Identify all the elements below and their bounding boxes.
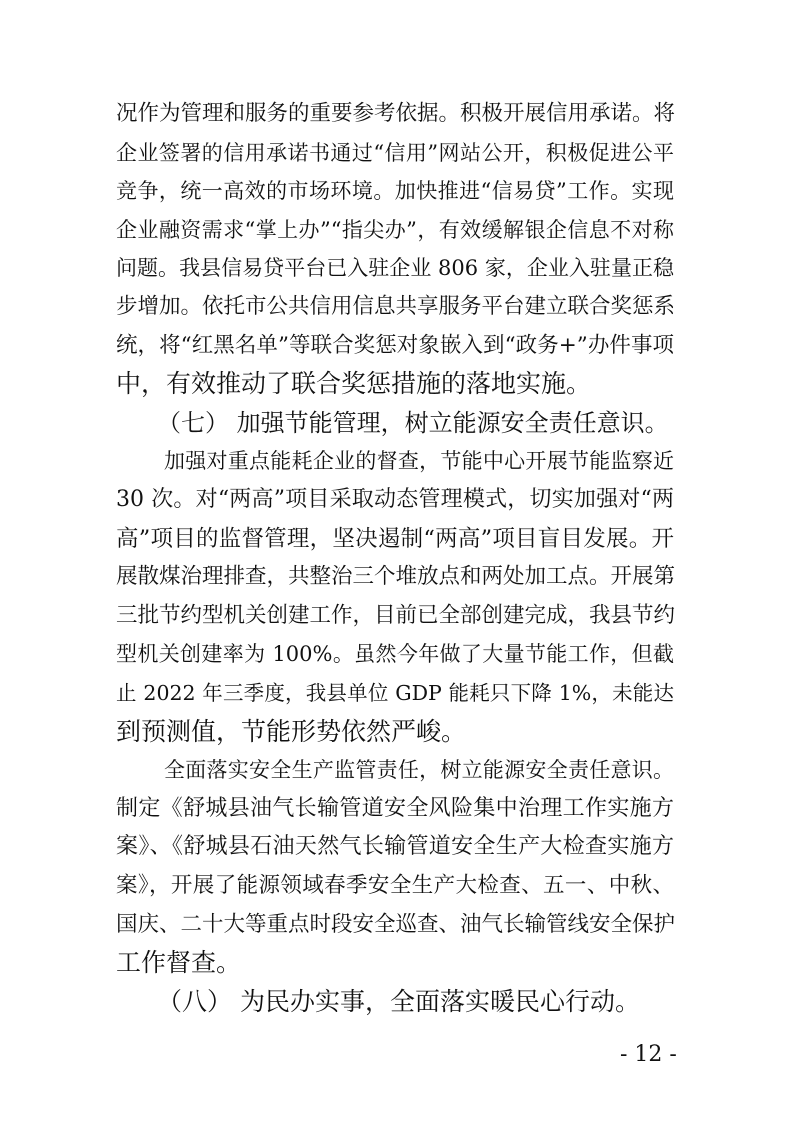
line-text: 统，将“红黑名单”等联合奖惩对象嵌入到“政务+”办件事项 bbox=[116, 332, 674, 358]
line-text: 案》、《舒城县石油天然气长输管道安全生产大检查实施方 bbox=[116, 834, 674, 860]
line-text: （八） 为民办实事，全面落实暖民心行动。 bbox=[157, 986, 640, 1016]
para-1-line bbox=[0, 365, 793, 403]
para-1-line bbox=[0, 172, 793, 210]
line-text: 企业融资需求“掌上办”“指尖办”，有效缓解银企信息不对称 bbox=[116, 217, 674, 242]
line-text: 问题。我县信易贷平台已入驻企业 806 家，企业入驻量正稳 bbox=[116, 256, 674, 281]
para-2-line bbox=[0, 520, 793, 558]
line-text: 中，有效推动了联合奖惩措施的落地实施。 bbox=[116, 369, 592, 399]
line-text: 止 2022 年三季度，我县单位 GDP 能耗只下降 1%，未能达 bbox=[116, 681, 674, 705]
line-text: 企业签署的信用承诺书通过“信用”网站公开，积极促进公平 bbox=[116, 140, 674, 165]
line-text: 案》，开展了能源领域春季安全生产大检查、五一、中秋、 bbox=[116, 873, 674, 898]
para-1-line bbox=[0, 288, 793, 326]
line-text: 制定《舒城县油气长输管道安全风险集中治理工作实施方 bbox=[116, 795, 674, 821]
line-text: 展散煤治理排查，共整治三个堆放点和两处加工点。开展第 bbox=[116, 564, 676, 590]
line-text: 30 次。对“两高”项目采取动态管理模式，切实加强对“两 bbox=[116, 487, 674, 512]
para-1-line bbox=[0, 249, 793, 287]
line-text: 国庆、二十大等重点时段安全巡查、油气长输管线安全保护 bbox=[116, 911, 676, 937]
para-3-line bbox=[0, 867, 793, 905]
para-2-line bbox=[0, 442, 793, 480]
para-1-line bbox=[0, 211, 793, 249]
para-1-line bbox=[0, 134, 793, 172]
line-text: 工作督查。 bbox=[116, 948, 242, 978]
line-text: 型机关创建率为 100%。虽然今年做了大量节能工作，但截 bbox=[116, 642, 674, 667]
line-text: 加强对重点能耗企业的督查，节能中心开展节能监察近 bbox=[164, 449, 674, 474]
para-3-line bbox=[0, 790, 793, 828]
line-text: 况作为管理和服务的重要参考依据。积极开展信用承诺。将 bbox=[116, 101, 676, 126]
para-1-line bbox=[0, 95, 793, 133]
line-text: 三批节约型机关创建工作，目前已全部创建完成，我县节约 bbox=[116, 602, 676, 628]
section-heading-8 bbox=[0, 983, 793, 1021]
line-text: 高”项目的监督管理，坚决遏制“两高”项目盲目发展。开 bbox=[116, 525, 674, 552]
para-2-line bbox=[0, 713, 793, 751]
para-3-line bbox=[0, 751, 793, 789]
para-1-line bbox=[0, 327, 793, 365]
para-3-line bbox=[0, 944, 793, 982]
para-2-line bbox=[0, 597, 793, 635]
line-text: 全面落实安全生产监管责任，树立能源安全责任意识。 bbox=[164, 758, 674, 783]
para-2-line bbox=[0, 674, 793, 712]
para-2-line bbox=[0, 481, 793, 519]
line-text: 到预测值，节能形势依然严峻。 bbox=[116, 716, 467, 746]
para-2-line bbox=[0, 558, 793, 596]
para-3-line bbox=[0, 906, 793, 944]
page-number: - 12 - bbox=[620, 1042, 677, 1067]
line-text: 步增加。依托市公共信用信息共享服务平台建立联合奖惩系 bbox=[116, 294, 676, 319]
line-text: （七） 加强节能管理，树立能源安全责任意识。 bbox=[157, 408, 669, 437]
line-text: 竞争，统一高效的市场环境。加快推进“信易贷”工作。实现 bbox=[116, 179, 674, 204]
para-3-line bbox=[0, 828, 793, 866]
para-2-line bbox=[0, 635, 793, 673]
section-heading-7 bbox=[0, 404, 793, 442]
